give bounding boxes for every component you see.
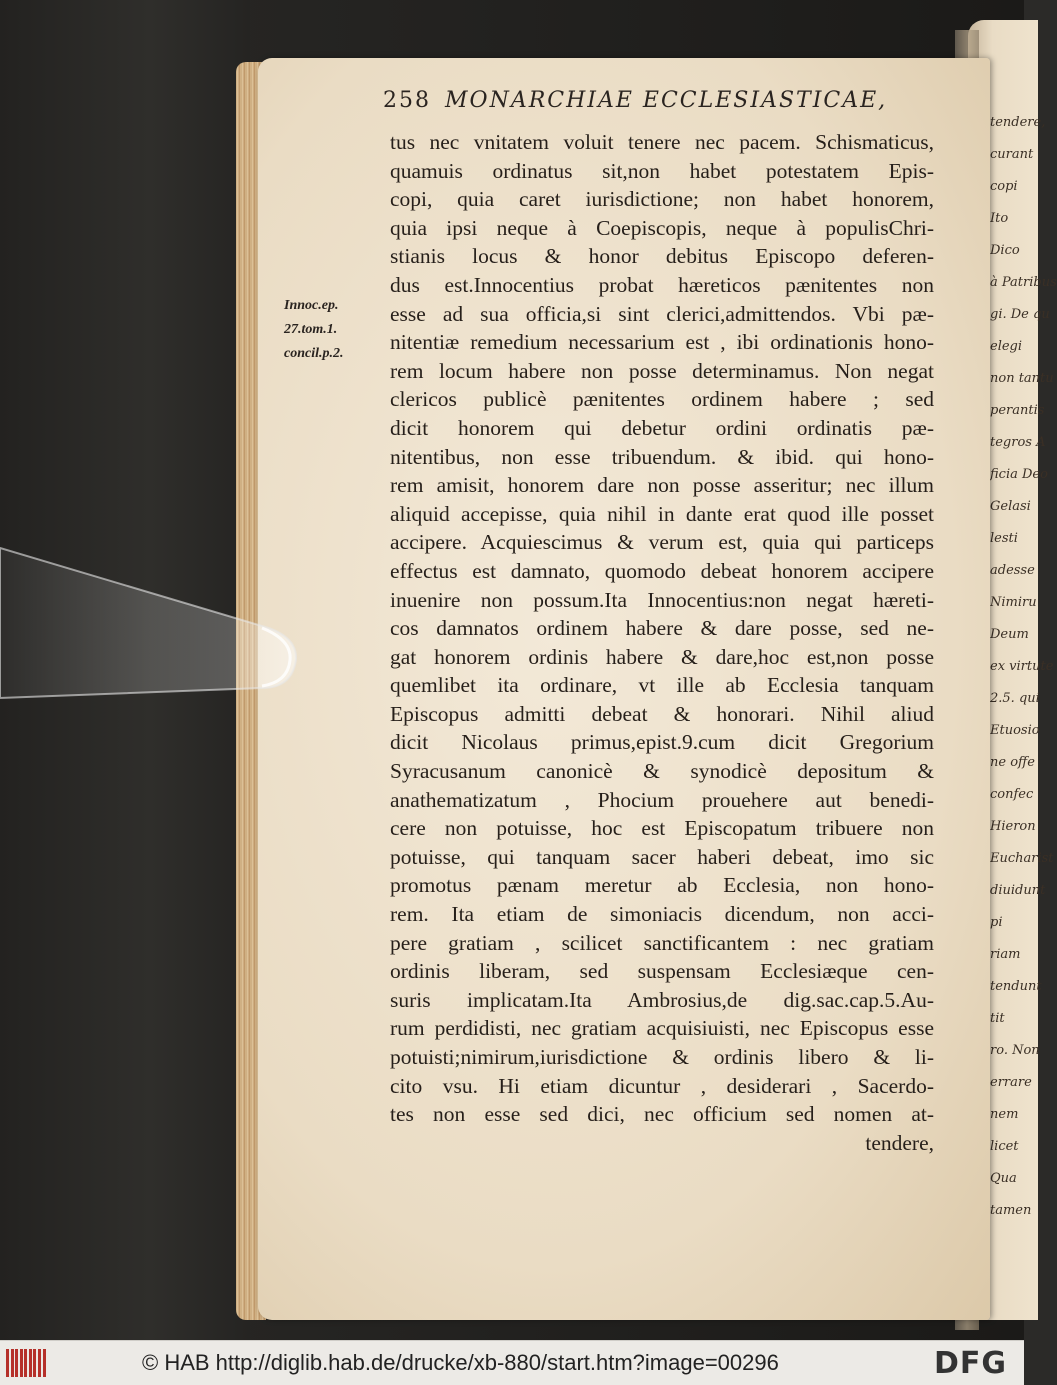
- facing-page-fragment: Nimiru: [990, 595, 1037, 610]
- text-line: potuisti;nimirum,iurisdictione & ordinis libero & li-: [390, 1045, 934, 1069]
- facing-page-fragment: tendere,: [990, 115, 1046, 130]
- facing-page-fragment: Etuosio: [990, 723, 1040, 738]
- text-line: rem amisit, honorem dare non posse asseritur; nec illum: [390, 473, 934, 498]
- facing-page-fragment: ne offe: [990, 755, 1035, 770]
- text-line: inuenire non possum.Ita Innocentius:non negat hæreti-: [390, 587, 934, 612]
- text-line: dus est.Innocentius probat hæreticos pænitentes non: [390, 272, 934, 297]
- barcode-bar: [24, 1349, 27, 1377]
- facing-page-fragment: tendunt: [990, 979, 1042, 994]
- text-line: stianis locus & honor debitus Episcopo deferen-: [390, 244, 934, 269]
- text-line: quia ipsi neque à Coepiscopis, neque à populisChri-: [390, 215, 934, 240]
- facing-page-fragment: licet: [990, 1139, 1019, 1154]
- text-line: dicit Nicolaus primus,epist.9.cum dicit Gregorium: [390, 730, 934, 755]
- text-line: anathematizatum , Phocium prouehere aut benedi-: [390, 787, 934, 812]
- facing-page-fragment: tamen: [990, 1203, 1032, 1218]
- text-line: potuisse, qui tanquam sacer haberi debeat, imo sic: [390, 844, 934, 869]
- facing-page-fragment: riam: [990, 947, 1021, 962]
- facing-page-fragment: Ito: [990, 211, 1009, 226]
- text-line: dicit honorem qui debetur ordini ordinatis pæ-: [390, 415, 934, 440]
- facing-page-fragment: Eucharist: [990, 851, 1054, 866]
- facing-page-fragment: perantis: [990, 403, 1045, 418]
- text-line: pere gratiam , scilicet sanctificantem : nec gratiam: [390, 930, 934, 955]
- text-line: ordinis liberam, sed suspensam Ecclesiæque cen-: [390, 959, 934, 984]
- text-line: rum perdidisti, nec gratiam acquisiuisti, nec Episcopus esse: [390, 1016, 934, 1041]
- text-line: clericos publicè pænitentes ordinem habere ; sed: [390, 387, 934, 412]
- text-line: cito vsu. Hi etiam dicuntur , desiderari , Sacerdo-: [390, 1073, 934, 1098]
- text-line: accipere. Acquiescimus & verum est, quia qui particeps: [390, 530, 934, 555]
- text-line: cos damnatos ordinem habere & dare posse, sed ne-: [390, 616, 934, 641]
- barcode-bar: [11, 1349, 14, 1377]
- text-line: suris implicatam.Ita Ambrosius,de dig.sac.cap.5.Au-: [390, 987, 934, 1012]
- text-line: promotus pænam meretur ab Ecclesia, non hono-: [390, 873, 934, 898]
- facing-page-fragment: elegi: [990, 339, 1023, 354]
- text-line: Syracusanum canonicè & synodicè depositum &: [390, 759, 934, 784]
- text-line: quamuis ordinatus sit,non habet potestatem Epis-: [390, 158, 934, 183]
- facing-page-fragment: 2.5. qui: [990, 691, 1040, 706]
- text-line: Episcopus admitti debeat & honorari. Nihil aliud: [390, 701, 934, 726]
- facing-page-fragment: Hieron: [990, 819, 1036, 834]
- facing-page-fragment: errare: [990, 1075, 1032, 1090]
- text-line: quemlibet ita ordinare, vt ille ab Ecclesia tanquam: [390, 673, 934, 698]
- text-line: tes non esse sed dici, nec officium sed nomen at-: [390, 1102, 934, 1127]
- barcode-bar: [6, 1349, 9, 1377]
- facing-page-fragment: lesti: [990, 531, 1018, 546]
- footer-bar: [0, 1340, 1024, 1385]
- hab-barcode-icon: [6, 1349, 48, 1377]
- facing-page-fragment: diuidunt: [990, 883, 1046, 898]
- running-head: [383, 88, 943, 120]
- facing-page-fragment: copi: [990, 179, 1018, 194]
- text-line: cere non potuisse, hoc est Episcopatum tribuere non: [390, 816, 934, 841]
- facing-page-fragment: tit: [990, 1011, 1005, 1026]
- glass-page-holder: [0, 548, 300, 698]
- margin-note: [284, 294, 384, 366]
- facing-page-fragment: adesse: [990, 563, 1035, 578]
- text-line: rem locum habere non posse determinamus. Non negat: [390, 358, 934, 383]
- text-line: gat honorem ordinis habere & dare,hoc est,non posse: [390, 644, 934, 669]
- body-text: [390, 128, 934, 1157]
- facing-page-fragment: nem: [990, 1107, 1019, 1122]
- text-line: aliquid accepisse, quia nihil in dante erat quod ille posset: [390, 501, 934, 526]
- dfg-logo: DFG: [934, 1346, 1008, 1381]
- facing-page-fragment: à Patribus: [990, 275, 1057, 290]
- facing-page-fragment: ficia Deo: [990, 467, 1048, 482]
- text-line: rem. Ita etiam de simoniacis dicendum, non acci-: [390, 902, 934, 927]
- text-line: tus nec vnitatem voluit tenere nec pacem. Schismaticus,: [390, 130, 934, 154]
- barcode-bar: [33, 1349, 36, 1377]
- facing-page-fragment: Dico: [990, 243, 1020, 258]
- text-line: nitentibus, non esse tribuendum. & ibid. qui hono-: [390, 444, 934, 469]
- text-line: nitentiæ remedium necessarium est , ibi ordinationis hono-: [390, 330, 934, 355]
- facing-page-fragment: non tantu: [990, 371, 1054, 386]
- facing-page-fragment: Gelasi: [990, 499, 1031, 514]
- barcode-bar: [43, 1349, 46, 1377]
- running-head-title: MONARCHIAE ECCLESIASTICAE,: [445, 88, 888, 113]
- facing-page-fragment: ro. Non: [990, 1043, 1040, 1058]
- barcode-bar: [29, 1349, 32, 1377]
- text-line: tendere,: [865, 1130, 934, 1155]
- margin-note-line: Innoc.ep.: [284, 298, 339, 313]
- facing-page-fragment: confec: [990, 787, 1034, 802]
- text-line: esse ad sua officia,si sint clerici,admittendos. Vbi pæ-: [390, 301, 934, 326]
- facing-page-fragment: ex virtute: [990, 659, 1054, 674]
- facing-page-fragment: curant: [990, 147, 1034, 162]
- facing-page-fragment: Deum: [990, 627, 1029, 642]
- text-line: copi, quia caret iurisdictione; non habet honorem,: [390, 187, 934, 212]
- margin-note-line: concil.p.2.: [284, 346, 344, 361]
- page-number: 258: [383, 88, 431, 113]
- facing-page-fragment: gi. De qu: [990, 307, 1050, 322]
- facing-page-fragment: Qua: [990, 1171, 1017, 1186]
- barcode-bar: [38, 1349, 41, 1377]
- facing-page-fragment: pi: [990, 915, 1003, 930]
- barcode-bar: [15, 1349, 18, 1377]
- margin-note-line: 27.tom.1.: [284, 322, 338, 337]
- copyright-link[interactable]: © HAB http://diglib.hab.de/drucke/xb-880/start.htm?image=00296: [142, 1350, 779, 1375]
- text-line: effectus est damnato, quomodo debeat honorem accipere: [390, 558, 934, 583]
- facing-page-fragment: tegros A: [990, 435, 1046, 450]
- barcode-bar: [20, 1349, 23, 1377]
